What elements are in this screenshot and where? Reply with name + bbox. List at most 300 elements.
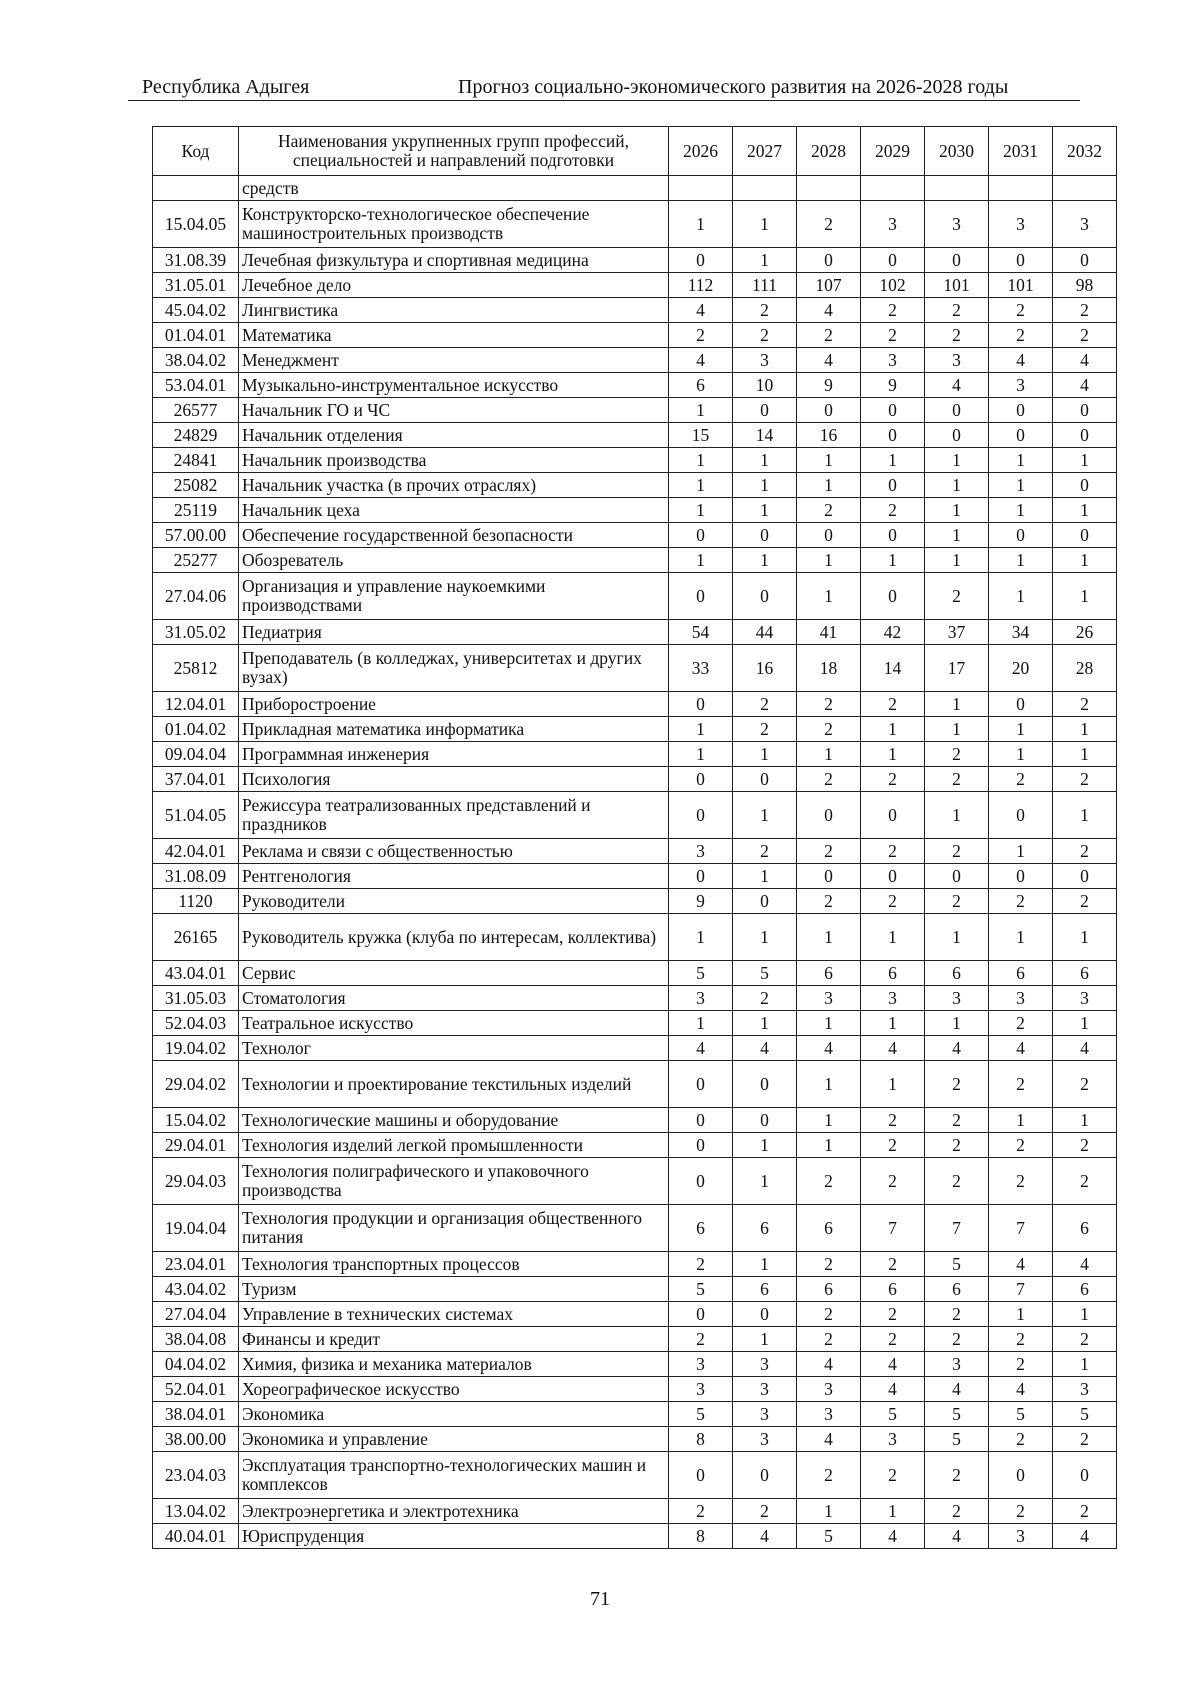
row-value: 2 [861,1452,925,1499]
column-header-code: Код [153,127,239,176]
table-row [153,1158,1117,1205]
row-code: 13.04.02 [153,1499,239,1524]
row-value: 9 [861,373,925,398]
row-value: 1 [861,914,925,961]
row-value: 0 [861,573,925,620]
row-value: 1 [925,523,989,548]
row-value: 2 [733,323,797,348]
table-row [153,1252,1117,1277]
column-header-year: 2026 [669,127,733,176]
row-value: 7 [861,1205,925,1252]
table-row [153,1133,1117,1158]
row-value: 1 [861,1011,925,1036]
row-value: 6 [861,961,925,986]
row-value: 1 [1053,742,1117,767]
row-value: 1 [989,548,1053,573]
row-value: 2 [925,1302,989,1327]
row-value: 28 [1053,645,1117,692]
row-value: 0 [733,1061,797,1108]
row-name: Начальник цеха [239,498,669,523]
row-name: Конструкторско-технологическое обеспечение машиностроительных производств [239,201,669,248]
row-value: 3 [733,1352,797,1377]
row-value: 0 [1053,398,1117,423]
row-value: 0 [797,398,861,423]
row-name: Прикладная математика информатика [239,717,669,742]
row-value: 6 [861,1277,925,1302]
row-value: 4 [989,1036,1053,1061]
row-value: 0 [733,767,797,792]
row-value: 2 [861,1133,925,1158]
row-code: 26165 [153,914,239,961]
row-value: 2 [1053,1427,1117,1452]
row-value: 0 [861,792,925,839]
row-value: 2 [797,1302,861,1327]
row-value: 1 [1053,1108,1117,1133]
row-value: 2 [797,839,861,864]
row-value: 0 [989,248,1053,273]
row-value: 0 [1053,423,1117,448]
row-value: 33 [669,645,733,692]
row-value: 1 [1053,1011,1117,1036]
row-value: 3 [925,1352,989,1377]
row-code: 45.04.02 [153,298,239,323]
row-value: 1 [989,1302,1053,1327]
row-value: 107 [797,273,861,298]
row-code: 38.00.00 [153,1427,239,1452]
row-code: 01.04.01 [153,323,239,348]
row-value: 6 [733,1277,797,1302]
row-code: 31.05.02 [153,620,239,645]
row-code: 38.04.08 [153,1327,239,1352]
row-value: 2 [989,767,1053,792]
row-value: 1 [669,548,733,573]
row-value: 10 [733,373,797,398]
row-value: 2 [925,1133,989,1158]
column-header-year: 2030 [925,127,989,176]
row-name: Лечебная физкультура и спортивная медицина [239,248,669,273]
row-value: 0 [861,473,925,498]
row-value: 3 [669,1377,733,1402]
row-value: 0 [925,864,989,889]
row-name: Начальник участка (в прочих отраслях) [239,473,669,498]
row-value: 2 [1053,1327,1117,1352]
row-value: 2 [669,1499,733,1524]
row-name: Экономика [239,1402,669,1427]
row-value: 2 [797,201,861,248]
row-value: 2 [797,1327,861,1352]
row-code: 40.04.01 [153,1524,239,1549]
row-value: 0 [1053,248,1117,273]
row-value: 1 [669,742,733,767]
table-row [153,1108,1117,1133]
row-value: 4 [861,1036,925,1061]
row-value: 2 [733,1499,797,1524]
row-value: 1 [989,742,1053,767]
table-row [153,573,1117,620]
row-value: 1 [733,742,797,767]
row-value [989,176,1053,201]
row-value: 1 [797,448,861,473]
column-header-year: 2032 [1053,127,1117,176]
row-code: 15.04.05 [153,201,239,248]
row-value: 1 [733,914,797,961]
row-value: 34 [989,620,1053,645]
row-name: Организация и управление наукоемкими производствами [239,573,669,620]
row-value: 5 [733,961,797,986]
row-value: 44 [733,620,797,645]
row-value: 1 [733,201,797,248]
row-value: 0 [1053,1452,1117,1499]
row-name: Обеспечение государственной безопасности [239,523,669,548]
table-row [153,1327,1117,1352]
row-value: 3 [925,986,989,1011]
row-value: 2 [861,889,925,914]
row-value: 1 [1053,1352,1117,1377]
row-name: Финансы и кредит [239,1327,669,1352]
row-code: 51.04.05 [153,792,239,839]
row-value: 2 [669,323,733,348]
row-value: 3 [797,1402,861,1427]
row-value: 1 [733,1011,797,1036]
table-row [153,645,1117,692]
row-value: 2 [861,1302,925,1327]
row-value: 1 [669,717,733,742]
row-value: 2 [1053,323,1117,348]
table-row [153,792,1117,839]
row-name: Начальник ГО и ЧС [239,398,669,423]
row-value: 3 [733,348,797,373]
row-value: 0 [669,1452,733,1499]
row-value: 2 [733,986,797,1011]
row-value: 1 [925,914,989,961]
row-value: 8 [669,1524,733,1549]
row-name: Эксплуатация транспортно-технологических машин и комплексов [239,1452,669,1499]
row-value: 2 [989,1352,1053,1377]
row-value: 3 [861,201,925,248]
row-value: 3 [925,201,989,248]
row-value: 3 [797,986,861,1011]
row-value: 2 [925,1061,989,1108]
row-value: 4 [989,348,1053,373]
row-value: 2 [1053,1061,1117,1108]
row-value: 1 [733,1133,797,1158]
row-value: 2 [1053,839,1117,864]
table-row [153,448,1117,473]
row-value: 2 [925,742,989,767]
row-value: 0 [733,1108,797,1133]
row-value: 2 [861,1158,925,1205]
row-value: 3 [989,1524,1053,1549]
row-value: 2 [1053,1133,1117,1158]
row-code: 29.04.02 [153,1061,239,1108]
row-value [669,176,733,201]
row-name: Технология продукции и организация общественного питания [239,1205,669,1252]
row-code: 04.04.02 [153,1352,239,1377]
row-code: 29.04.01 [153,1133,239,1158]
row-name: Рентгенология [239,864,669,889]
table-row [153,523,1117,548]
row-value: 2 [989,1427,1053,1452]
row-value: 4 [925,1377,989,1402]
row-value: 5 [989,1402,1053,1427]
table-row [153,423,1117,448]
row-value: 1 [925,692,989,717]
row-value: 4 [861,1524,925,1549]
table-row [153,717,1117,742]
row-value: 0 [925,248,989,273]
row-value: 0 [861,523,925,548]
row-name: Менеджмент [239,348,669,373]
row-value [925,176,989,201]
row-value: 4 [1053,1036,1117,1061]
row-value: 4 [925,373,989,398]
row-value: 1 [733,1158,797,1205]
row-value: 2 [1053,692,1117,717]
row-value: 111 [733,273,797,298]
row-name: Экономика и управление [239,1427,669,1452]
row-value: 0 [861,423,925,448]
row-value: 4 [797,298,861,323]
row-value: 2 [733,717,797,742]
table-row [153,1205,1117,1252]
row-value: 1 [989,448,1053,473]
row-value: 5 [797,1524,861,1549]
row-value: 0 [669,1302,733,1327]
row-value: 1 [989,914,1053,961]
row-code: 31.05.01 [153,273,239,298]
row-code: 25812 [153,645,239,692]
row-value: 1 [1053,1302,1117,1327]
row-value: 0 [989,692,1053,717]
row-value: 0 [669,248,733,273]
row-value: 2 [925,1158,989,1205]
row-value: 4 [925,1524,989,1549]
row-value [861,176,925,201]
row-value: 4 [925,1036,989,1061]
row-value: 7 [989,1277,1053,1302]
row-value: 0 [861,864,925,889]
row-name: Математика [239,323,669,348]
row-value: 2 [1053,889,1117,914]
table-row [153,1524,1117,1549]
row-value: 5 [669,961,733,986]
row-value: 18 [797,645,861,692]
row-value: 2 [797,323,861,348]
row-code: 52.04.03 [153,1011,239,1036]
row-value: 1 [733,864,797,889]
row-value: 1 [925,792,989,839]
row-value: 1 [733,1252,797,1277]
row-value: 2 [861,839,925,864]
row-code: 52.04.01 [153,1377,239,1402]
row-value: 1 [669,914,733,961]
row-value: 1 [925,548,989,573]
row-value: 6 [1053,1277,1117,1302]
row-value: 0 [989,1452,1053,1499]
row-code: 23.04.01 [153,1252,239,1277]
row-code [153,176,239,201]
row-value: 2 [797,498,861,523]
row-code: 19.04.04 [153,1205,239,1252]
row-value: 0 [925,423,989,448]
row-value: 0 [1053,864,1117,889]
table-row [153,273,1117,298]
row-name: Педиатрия [239,620,669,645]
row-value: 2 [989,1327,1053,1352]
row-value: 2 [989,1011,1053,1036]
row-value: 4 [989,1252,1053,1277]
row-value: 1 [989,498,1053,523]
table-row [153,248,1117,273]
row-name: Программная инженерия [239,742,669,767]
row-value: 6 [925,961,989,986]
table-row [153,692,1117,717]
row-code: 09.04.04 [153,742,239,767]
row-name: Стоматология [239,986,669,1011]
row-value: 7 [989,1205,1053,1252]
column-header-name: Наименования укрупненных групп профессий, специальностей и направлений подготовки [239,127,669,176]
row-name: Лингвистика [239,298,669,323]
table-row [153,473,1117,498]
row-value: 2 [733,298,797,323]
row-value: 17 [925,645,989,692]
row-name: Музыкально-инструментальное искусство [239,373,669,398]
row-value [733,176,797,201]
row-name: Технология полиграфического и упаковочного производства [239,1158,669,1205]
row-value: 1 [797,1011,861,1036]
column-header-year: 2029 [861,127,925,176]
row-value: 4 [797,1352,861,1377]
row-value: 4 [861,1377,925,1402]
row-name: Реклама и связи с общественностью [239,839,669,864]
row-code: 31.08.39 [153,248,239,273]
column-header-year: 2031 [989,127,1053,176]
row-value: 1 [797,1499,861,1524]
row-value: 0 [925,398,989,423]
row-code: 12.04.01 [153,692,239,717]
row-value: 0 [669,864,733,889]
row-value: 1 [797,473,861,498]
row-name: Сервис [239,961,669,986]
row-value: 0 [861,398,925,423]
row-value: 4 [669,1036,733,1061]
row-value: 14 [733,423,797,448]
row-value: 0 [861,248,925,273]
row-value: 1 [669,1011,733,1036]
row-value: 4 [1053,373,1117,398]
row-value: 2 [797,1158,861,1205]
row-code: 26577 [153,398,239,423]
row-name: Режиссура театрализованных представлений и праздников [239,792,669,839]
row-value: 20 [989,645,1053,692]
row-code: 25119 [153,498,239,523]
row-value: 1 [925,1011,989,1036]
table-row [153,1499,1117,1524]
row-value: 0 [669,1133,733,1158]
row-value: 6 [925,1277,989,1302]
row-value: 2 [669,1252,733,1277]
row-value: 0 [669,573,733,620]
row-value: 1 [669,201,733,248]
row-value: 3 [861,1427,925,1452]
row-value: 1 [925,448,989,473]
row-code: 23.04.03 [153,1452,239,1499]
row-code: 53.04.01 [153,373,239,398]
row-code: 29.04.03 [153,1158,239,1205]
row-value: 2 [797,767,861,792]
row-value: 0 [797,792,861,839]
row-name: Хореографическое искусство [239,1377,669,1402]
row-value: 6 [797,1277,861,1302]
row-value: 0 [669,792,733,839]
table-row [153,839,1117,864]
row-value: 5 [669,1402,733,1427]
row-value: 5 [925,1427,989,1452]
row-value: 1 [861,548,925,573]
table-row [153,298,1117,323]
row-value: 2 [989,323,1053,348]
row-value: 4 [1053,1252,1117,1277]
row-name: Технология изделий легкой промышленности [239,1133,669,1158]
row-code: 15.04.02 [153,1108,239,1133]
row-value: 14 [861,645,925,692]
row-code: 43.04.01 [153,961,239,986]
row-value: 0 [669,767,733,792]
row-value: 3 [1053,1377,1117,1402]
row-value: 54 [669,620,733,645]
row-name: Психология [239,767,669,792]
row-value: 6 [797,1205,861,1252]
row-value: 0 [797,864,861,889]
row-code: 42.04.01 [153,839,239,864]
row-name: Туризм [239,1277,669,1302]
row-value: 4 [1053,348,1117,373]
row-name: Приборостроение [239,692,669,717]
row-value: 1 [1053,548,1117,573]
row-value: 2 [1053,767,1117,792]
row-value: 2 [861,767,925,792]
row-value: 1 [797,548,861,573]
row-name: Электроэнергетика и электротехника [239,1499,669,1524]
row-value: 2 [797,692,861,717]
table-row [153,1352,1117,1377]
table-row [153,620,1117,645]
row-value: 2 [797,1252,861,1277]
table-row [153,1452,1117,1499]
row-value: 15 [669,423,733,448]
row-value: 3 [669,986,733,1011]
row-value: 1 [797,914,861,961]
row-value: 1 [733,448,797,473]
row-value: 4 [669,298,733,323]
row-value: 5 [1053,1402,1117,1427]
page-header [128,74,1080,101]
row-value: 2 [797,717,861,742]
row-value: 3 [733,1427,797,1452]
row-value: 6 [733,1205,797,1252]
row-value: 2 [861,498,925,523]
row-code: 43.04.02 [153,1277,239,1302]
row-value: 1 [989,473,1053,498]
page-number: 71 [590,1588,610,1610]
row-value: 4 [669,348,733,373]
row-value: 3 [797,1377,861,1402]
row-value: 42 [861,620,925,645]
row-value: 0 [989,792,1053,839]
row-value: 16 [733,645,797,692]
row-value: 0 [989,523,1053,548]
row-code: 24841 [153,448,239,473]
